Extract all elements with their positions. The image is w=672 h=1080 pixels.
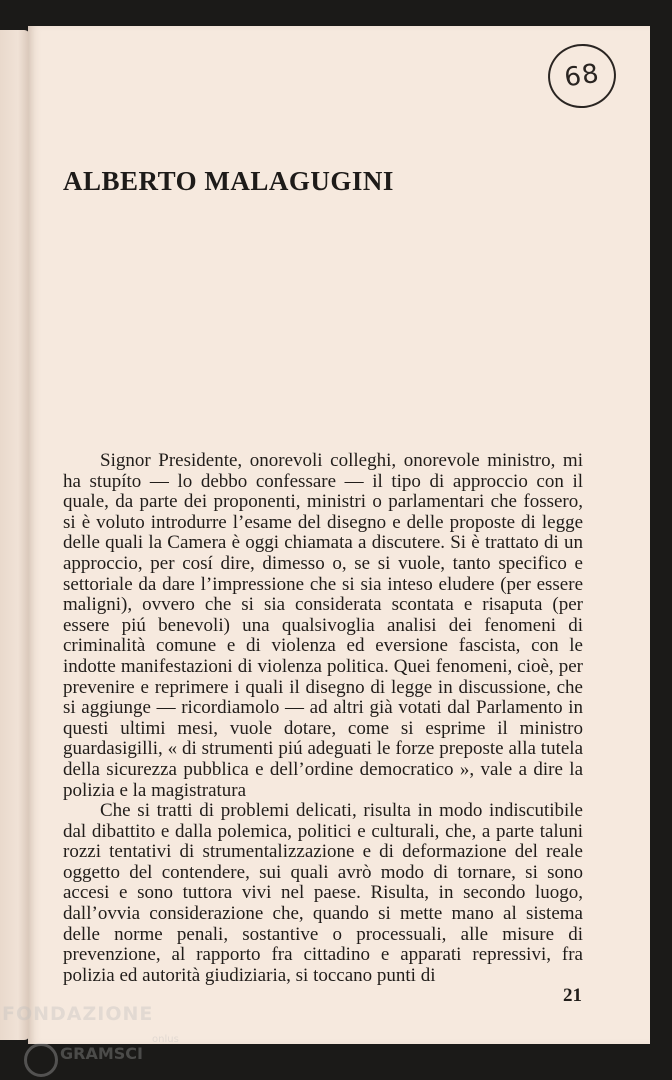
watermark-line1: FONDAZIONE	[2, 1003, 154, 1025]
watermark-circle-icon	[24, 1043, 58, 1077]
body-text	[63, 451, 583, 986]
watermark-onlus: onlus	[152, 1034, 179, 1045]
page-number: 21	[563, 985, 582, 1006]
watermark-line2: GRAMSCI	[60, 1044, 143, 1063]
page-title: ALBERTO MALAGUGINI	[63, 166, 394, 196]
handwritten-page-number-text: 68	[562, 58, 602, 94]
watermark-logo	[2, 1003, 153, 1025]
paragraph-1: Signor Presidente, onorevoli colleghi, onorevole ministro, mi ha stupíto — lo debbo confessare — il tipo di approccio con il quale, da parte dei proponenti, ministri o parlamentari che fossero, si è voluto introdurre l’esame del disegno e delle proposte di legge delle quali la Camera è oggi chiamata a discutere. Si è trattato di un approccio, per cosí dire, dimesso o, se si vuole, tanto specifico e settoriale da dare l’impressione che si sia inteso eludere (per essere maligni), ovvero che si sia considerata scontata e risaputa (per essere piú benevoli) una qualsivoglia analisi dei fenomeni di criminalità comune e di violenza ed eversione fascista, con le indotte manifestazioni di violenza politica. Quei fenomeni, cioè, per prevenire e reprimere i quali il disegno di legge in discussione, che si aggiunge — ricordiamolo — ad altri già votati dal Parlamento in questi ultimi mesi, vuole dotare, come si esprime il ministro guardasigilli, « di strumenti piú adeguati le forze preposte alla tutela della sicurezza pubblica e dell’ordine democratico », vale a dire la polizia e la magistratura	[63, 450, 583, 801]
paragraph-2: Che si tratti di problemi delicati, risulta in modo indiscutibile dal dibattito e dalla polemica, politici e culturali, che, a parte taluni rozzi tentativi di strumentalizzazione e di deformazione del reale oggetto del contendere, sui quali avrò modo di tornare, si sono accesi e sono tuttora vivi nel paese. Risulta, in secondo luogo, dall’ovvia considerazione che, quando si mette mano al sistema delle norme penali, sostantive o processuali, alle misure di prevenzione, al rapporto fra cittadino e apparati repressivi, fra polizia ed autorità giudiziaria, si toccano punti di	[63, 800, 583, 986]
adjacent-page-edge	[0, 30, 30, 1040]
